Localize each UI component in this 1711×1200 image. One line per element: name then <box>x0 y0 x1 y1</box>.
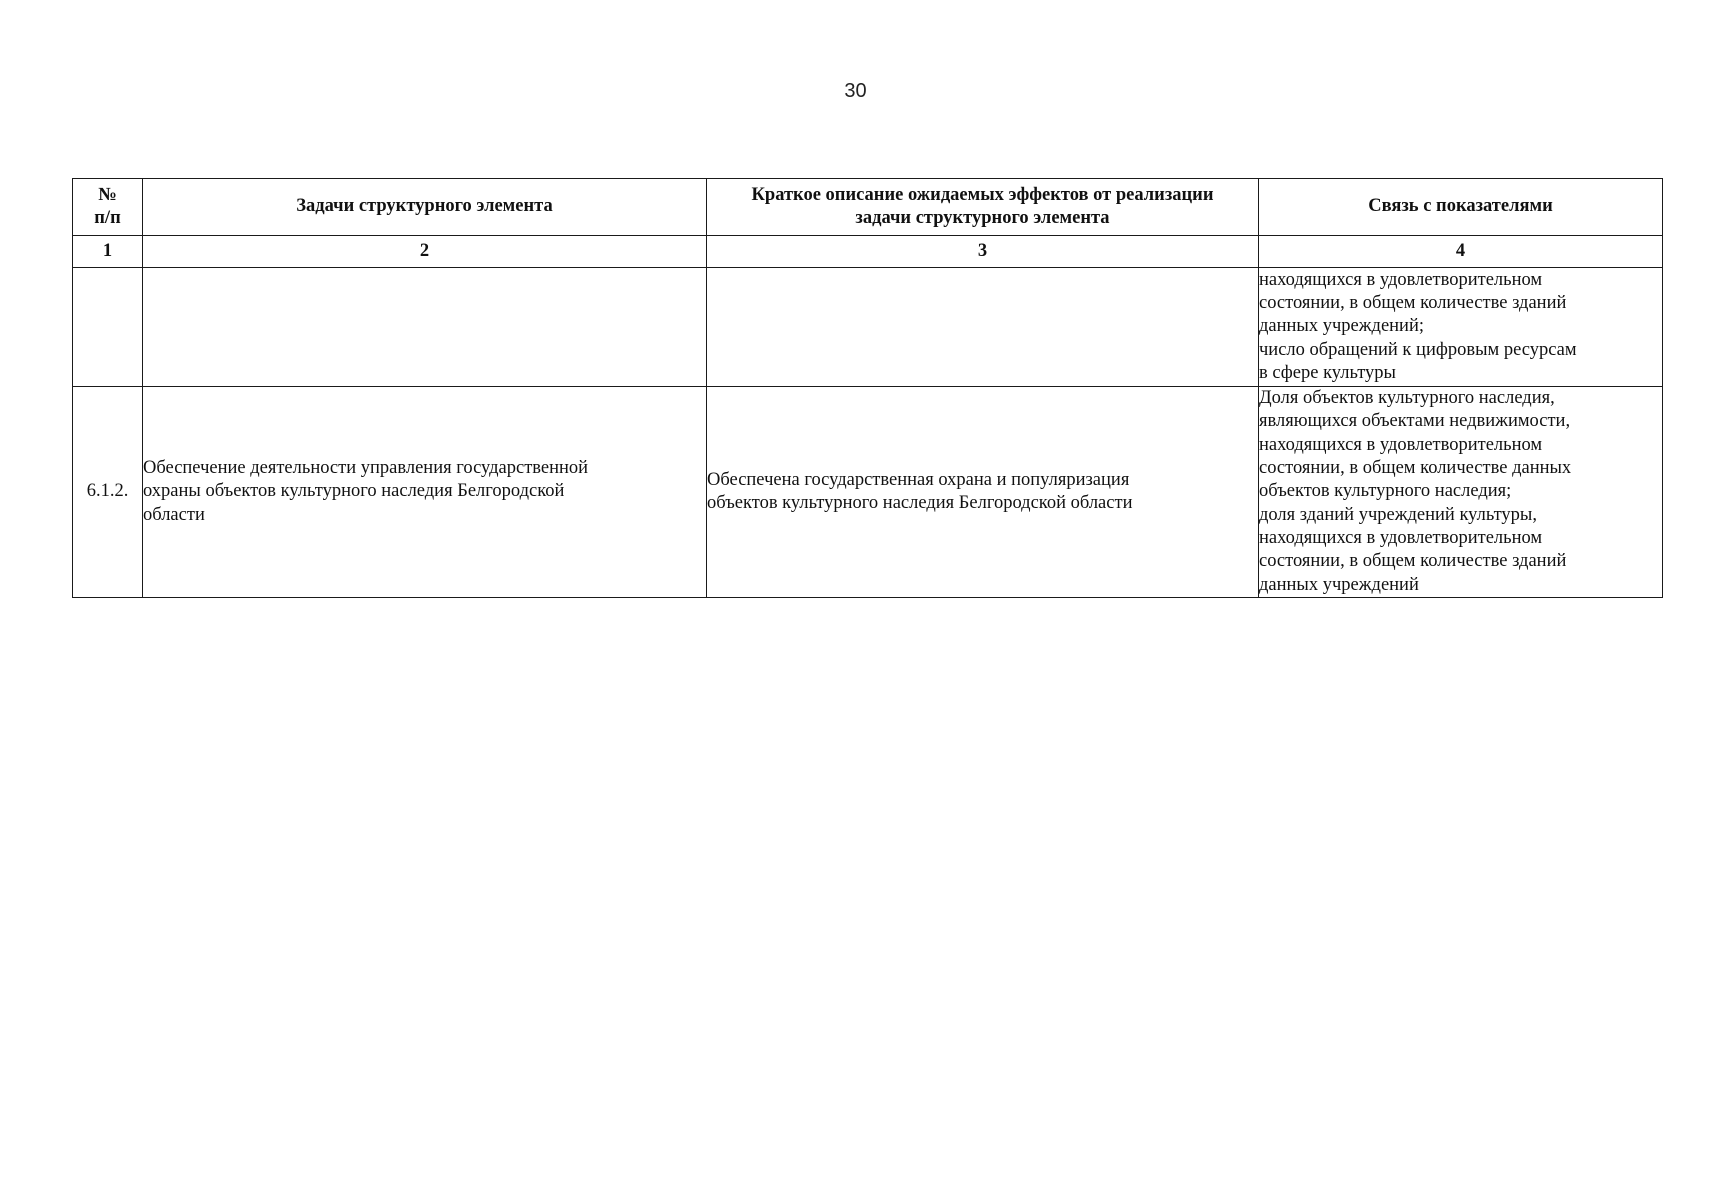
effect-line: Обеспечена государственная охрана и популяризация <box>707 469 1130 490</box>
structural-element-tasks-table <box>72 178 1663 598</box>
header-tasks-text: Задачи структурного элемента <box>296 196 553 217</box>
header-effects-line2: задачи структурного элемента <box>855 208 1110 228</box>
header-number <box>73 179 143 236</box>
task-line: Обеспечение деятельности управления государственной <box>143 457 589 478</box>
indicator-line: являющихся объектами недвижимости, <box>1259 411 1571 432</box>
column-number-1: 1 <box>73 236 143 268</box>
indicator-line: в сфере культуры <box>1259 362 1396 383</box>
table-row <box>73 387 1663 598</box>
indicator-line: число обращений к цифровым ресурсам <box>1259 339 1577 360</box>
header-tasks <box>143 179 707 236</box>
header-indicators-text: Связь с показателями <box>1368 196 1553 217</box>
header-indicators <box>1259 179 1663 236</box>
indicator-line: состоянии, в общем количестве данных <box>1259 458 1572 479</box>
indicator-line: находящихся в удовлетворительном <box>1259 269 1543 290</box>
indicator-line: находящихся в удовлетворительном <box>1259 434 1543 455</box>
column-number-3: 3 <box>707 236 1259 268</box>
indicator-line: данных учреждений <box>1259 574 1419 595</box>
header-effects <box>707 179 1259 236</box>
column-number-2: 2 <box>143 236 707 268</box>
continuation-task-cell <box>143 268 707 387</box>
continuation-effect-cell <box>707 268 1259 387</box>
continuation-number-cell <box>73 268 143 387</box>
task-cell <box>143 387 707 598</box>
continuation-indicators-cell <box>1259 268 1663 387</box>
page-number: 30 <box>844 80 867 102</box>
indicator-line: объектов культурного наследия; <box>1259 481 1512 502</box>
row-number-cell: 6.1.2. <box>73 387 143 598</box>
task-line: области <box>143 504 205 525</box>
indicators-cell <box>1259 387 1663 598</box>
indicator-line: данных учреждений; <box>1259 316 1424 337</box>
indicator-line: состоянии, в общем количестве зданий <box>1259 293 1567 314</box>
effect-cell <box>707 387 1259 598</box>
task-line: охраны объектов культурного наследия Белгородской <box>143 481 565 502</box>
indicator-line: доля зданий учреждений культуры, <box>1259 504 1537 525</box>
header-effects-line1: Краткое описание ожидаемых эффектов от реализации <box>751 184 1214 205</box>
header-number-line2: п/п <box>94 208 121 228</box>
table-row <box>73 268 1663 387</box>
indicator-line: состоянии, в общем количестве зданий <box>1259 551 1567 572</box>
effect-line: объектов культурного наследия Белгородской области <box>707 493 1133 513</box>
column-number-row <box>73 236 1663 268</box>
indicator-line: Доля объектов культурного наследия, <box>1259 388 1555 409</box>
header-number-line1: № <box>98 184 117 205</box>
indicator-line: находящихся в удовлетворительном <box>1259 527 1543 548</box>
column-number-4: 4 <box>1259 236 1663 268</box>
header-row <box>73 179 1663 236</box>
